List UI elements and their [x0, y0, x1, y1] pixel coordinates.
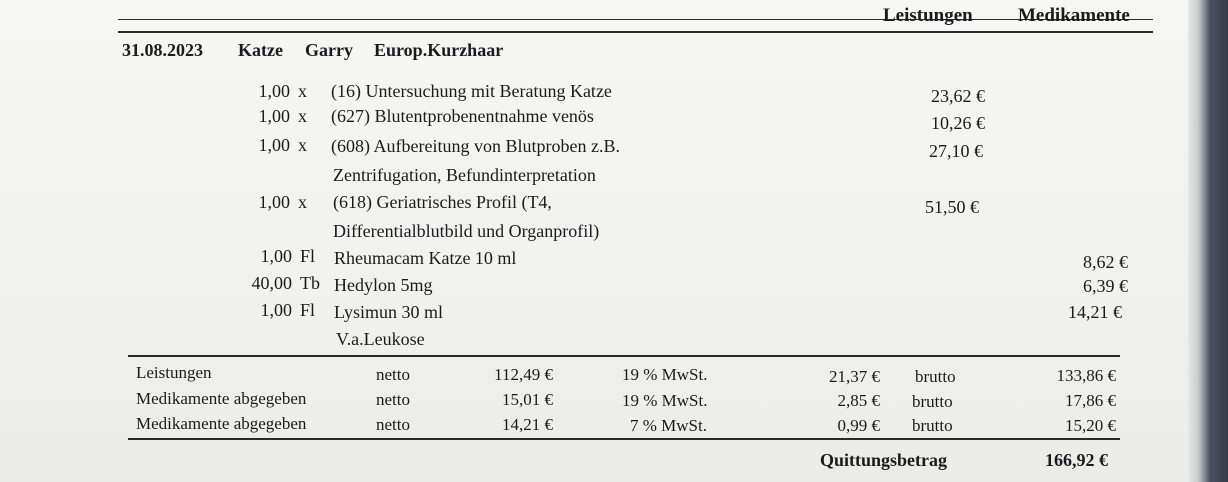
- summary-top-rule: [128, 355, 1120, 357]
- summary-brutto-amount: 17,86 €: [1065, 391, 1116, 410]
- summary-netto-label: netto: [376, 390, 410, 409]
- item-qty: 1,00: [258, 106, 290, 126]
- col-header-medications: Medikamente: [1018, 5, 1130, 26]
- summary-vat-amount: 21,37 €: [829, 367, 880, 386]
- item-unit: x: [298, 81, 307, 101]
- item-unit: Fl: [300, 246, 316, 266]
- item-unit: x: [298, 106, 307, 126]
- summary-netto-amount: 14,21 €: [502, 415, 553, 434]
- header-top-rule: [118, 19, 1153, 20]
- total-amount: 166,92 €: [1045, 450, 1108, 470]
- item-unit: x: [298, 135, 307, 155]
- summary-brutto-amount: 133,86 €: [1056, 366, 1116, 385]
- summary-brutto-label: brutto: [912, 392, 953, 411]
- item-description-continued: V.a.Leukose: [336, 329, 425, 349]
- item-service-amount: 10,26 €: [931, 113, 985, 133]
- item-qty: 1,00: [258, 192, 290, 212]
- patient-name: Garry: [305, 40, 353, 60]
- item-service-amount: 27,10 €: [929, 141, 983, 161]
- item-description: (608) Aufbereitung von Blutproben z.B.: [331, 136, 620, 156]
- item-medication-amount: 6,39 €: [1083, 276, 1128, 296]
- summary-brutto-label: brutto: [912, 416, 953, 435]
- item-description: Rheumacam Katze 10 ml: [334, 248, 517, 268]
- item-unit: x: [298, 192, 307, 212]
- summary-vat-amount: 0,99 €: [837, 416, 880, 435]
- summary-netto-amount: 112,49 €: [494, 365, 553, 384]
- summary-vat-amount: 2,85 €: [837, 391, 880, 410]
- item-description: Lysimun 30 ml: [334, 302, 444, 322]
- item-medication-amount: 8,62 €: [1083, 252, 1128, 272]
- patient-species: Katze: [238, 40, 283, 60]
- summary-vat-rate: 19 % MwSt.: [622, 391, 708, 410]
- item-qty: 1,00: [258, 135, 290, 155]
- item-qty: 40,00: [251, 273, 292, 293]
- summary-brutto-amount: 15,20 €: [1065, 416, 1116, 435]
- background-fabric: [1188, 0, 1228, 482]
- summary-vat-rate: 19 % MwSt.: [622, 365, 708, 384]
- summary-bottom-rule: [128, 438, 1120, 440]
- summary-vat-rate: 7 % MwSt.: [630, 416, 707, 435]
- summary-label: Medikamente abgegeben: [136, 414, 307, 433]
- item-service-amount: 23,62 €: [931, 86, 985, 106]
- col-header-services: Leistungen: [883, 5, 973, 26]
- item-unit: Tb: [300, 273, 320, 293]
- total-label: Quittungsbetrag: [820, 450, 948, 470]
- item-description-continued: Zentrifugation, Befundinterpretation: [333, 165, 596, 185]
- summary-netto-amount: 15,01 €: [502, 390, 553, 409]
- patient-breed: Europ.Kurzhaar: [374, 40, 504, 60]
- item-description: Hedylon 5mg: [334, 275, 433, 295]
- item-qty: 1,00: [260, 300, 292, 320]
- summary-netto-label: netto: [376, 415, 410, 434]
- item-description: (618) Geriatrisches Profil (T4,: [333, 192, 552, 212]
- item-description-continued: Differentialblutbild und Organprofil): [333, 221, 600, 241]
- header-bottom-rule: [118, 31, 1153, 33]
- item-qty: 1,00: [260, 246, 292, 266]
- item-description: (16) Untersuchung mit Beratung Katze: [331, 81, 612, 101]
- item-qty: 1,00: [258, 81, 290, 101]
- item-description: (627) Blutentprobenentnahme venös: [331, 106, 594, 126]
- treatment-date: 31.08.2023: [122, 40, 203, 60]
- summary-brutto-label: brutto: [915, 367, 956, 386]
- item-unit: Fl: [300, 300, 316, 320]
- item-medication-amount: 14,21 €: [1068, 302, 1122, 322]
- summary-label: Leistungen: [136, 363, 212, 382]
- item-service-amount: 51,50 €: [925, 197, 979, 217]
- summary-netto-label: netto: [376, 365, 410, 384]
- summary-label: Medikamente abgegeben: [136, 389, 307, 408]
